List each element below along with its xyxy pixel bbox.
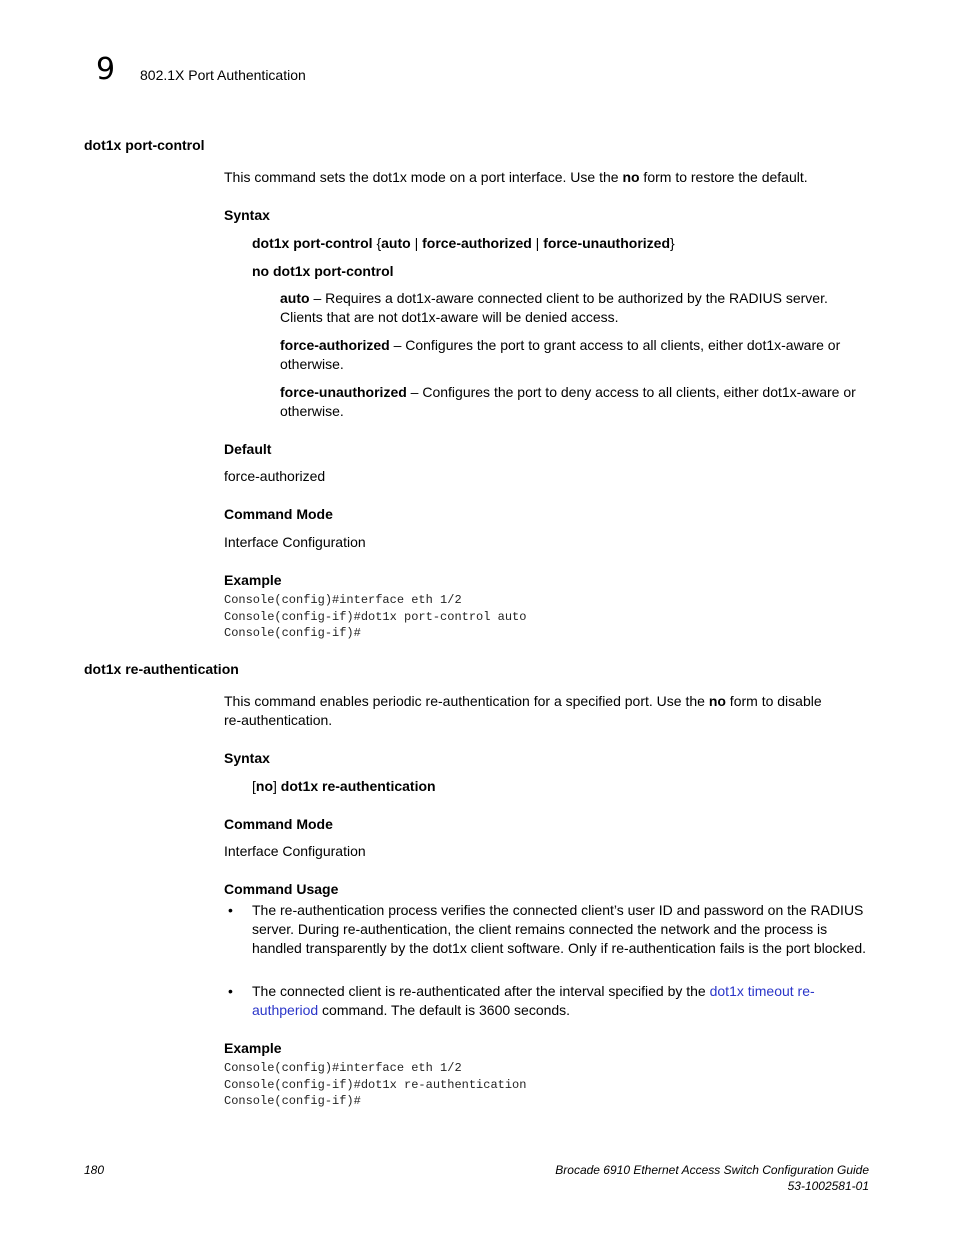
desc-text-post: form to disable [725,693,822,709]
syntax-part: dot1x port-control [252,235,377,251]
usage-bullet-2 [252,982,867,1020]
section-title-re-authentication: dot1x re-authentication [84,661,239,677]
syntax-pipe: | [531,235,544,251]
syntax-part: force-unauthorized [543,235,670,251]
example-heading: Example [224,572,282,588]
syntax-part: force-authorized [422,235,532,251]
param-desc: – Requires a dot1x-aware connected client to be authorized by the RADIUS server. Clients that are not dot1x-aware will be denied access. [280,290,828,325]
syntax-keyword-no: no [255,778,273,794]
param-auto [280,289,865,327]
param-desc: – Configures the port to deny access to all clients, either dot1x-aware or otherwise. [280,384,856,419]
desc-text-pre: This command enables periodic re-authentication for a specified port. Use the [224,693,709,709]
bullet-text-post: command. The default is 3600 seconds. [318,1002,571,1018]
param-force-authorized [280,336,865,374]
dot1x-timeout-re-authperiod-link[interactable]: dot1x timeout re-authperiod [252,983,815,1018]
desc-keyword-no: no [622,169,640,185]
default-heading: Default [224,441,272,457]
bullet-text-pre: The connected client is re-authenticated after the interval specified by the [252,983,710,999]
bullet-marker: • [228,902,233,918]
syntax-part: auto [381,235,411,251]
command-mode-heading: Command Mode [224,506,333,522]
param-desc: – Configures the port to grant access to all clients, either dot1x-aware or otherwise. [280,337,841,372]
syntax-brace: { [376,235,382,251]
syntax-line-re-authentication [252,777,436,796]
syntax-heading: Syntax [224,207,270,223]
page-number: 180 [84,1163,105,1177]
syntax-bracket: [ [252,778,256,794]
desc-text-post: form to restore the default. [639,169,808,185]
syntax-line-port-control [252,234,675,253]
syntax-brace: } [670,235,675,251]
example-code-block: Console(config)#interface eth 1/2 Console(config-if)#dot1x re-authentication Console(config-if)# [224,1061,527,1108]
desc-keyword-no: no [708,693,726,709]
example-heading: Example [224,1040,282,1056]
syntax-line-no-port-control: no dot1x port-control [252,263,394,279]
param-name: force-authorized [280,337,390,353]
command-mode-heading: Command Mode [224,816,333,832]
command-mode-value: Interface Configuration [224,534,366,550]
re-auth-description-line2: re-authentication. [224,712,333,728]
port-control-description [224,168,808,187]
default-value: force-authorized [224,468,326,484]
param-force-unauthorized [280,383,865,421]
footer-doc-title: Brocade 6910 Ethernet Access Switch Configuration Guide [555,1163,869,1177]
desc-text-pre: This command sets the dot1x mode on a port interface. Use the [224,169,623,185]
syntax-heading: Syntax [224,750,270,766]
syntax-pipe: | [410,235,423,251]
bullet-marker: • [228,983,233,999]
footer-doc-number: 53-1002581-01 [787,1179,869,1193]
command-mode-value: Interface Configuration [224,843,366,859]
param-name: auto [280,290,310,306]
chapter-title: 802.1X Port Authentication [140,67,306,83]
re-auth-description [224,692,822,711]
syntax-bracket: ] [273,778,281,794]
example-code-block: Console(config)#interface eth 1/2 Console(config-if)#dot1x port-control auto Console(config-if)# [224,593,527,640]
command-usage-heading: Command Usage [224,881,339,897]
section-title-port-control: dot1x port-control [84,137,205,153]
syntax-command: dot1x re-authentication [280,778,436,794]
param-name: force-unauthorized [280,384,407,400]
chapter-number: 9 [96,52,116,87]
usage-bullet-1: The re-authentication process verifies the connected client’s user ID and password on the RADIUS server. During re-authentication, the client remains connected the network and the process is handled transparently by the dot1x client software. Only if re-authentication fails is the port blocked. [252,902,867,956]
